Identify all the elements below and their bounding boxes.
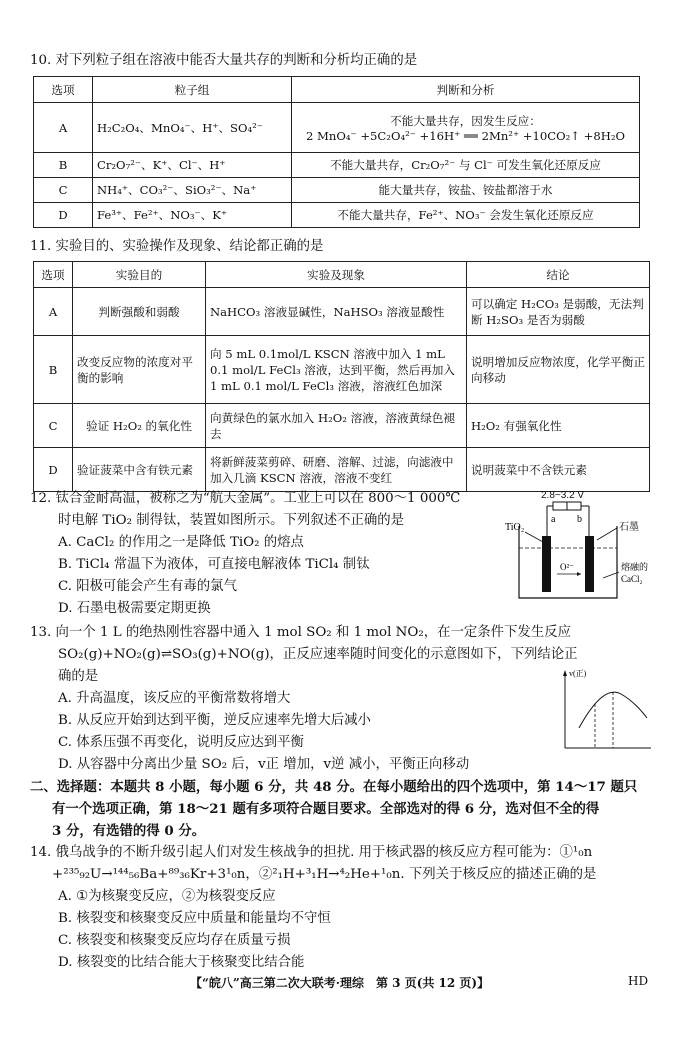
q10-row-c-analysis: 能大量共存，铵盐、铵盐都溶于水 bbox=[292, 178, 640, 203]
q12-option-c: C. 阳极可能会产生有毒的氯气 bbox=[58, 579, 237, 594]
terminal-a-label: a bbox=[551, 514, 556, 525]
q10-row-b-particles: Cr₂O₇²⁻、K⁺、Cl⁻、H⁺ bbox=[93, 153, 292, 178]
table-row bbox=[34, 103, 640, 153]
table-row bbox=[34, 336, 650, 404]
q12-option-a: A. CaCl₂ 的作用之一是降低 TiO₂ 的熔点 bbox=[58, 535, 304, 550]
q13-option-a: A. 升高温度，该反应的平衡常数将增大 bbox=[58, 691, 291, 706]
q12-option-b: B. TiCl₄ 常温下为液体，可直接电解液体 TiCl₄ 制钛 bbox=[58, 557, 370, 572]
q14-option-a: A. ①为核聚变反应，②为核裂变反应 bbox=[58, 889, 276, 904]
q10-row-a-analysis bbox=[292, 103, 640, 153]
rate-time-graph bbox=[555, 666, 655, 752]
graphite-label: 石墨 bbox=[619, 522, 639, 533]
q11-row-d-purpose: 验证菠菜中含有铁元素 bbox=[73, 448, 206, 492]
q11-row-c-purpose: 验证 H₂O₂ 的氧化性 bbox=[73, 404, 206, 448]
q10-row-d-analysis: 不能大量共存，Fe²⁺、NO₃⁻ 会发生氧化还原反应 bbox=[292, 203, 640, 228]
footer-code: HD bbox=[628, 974, 649, 988]
melt-label-1: 熔融的 bbox=[621, 562, 649, 572]
q11-row-a-experiment: NaHCO₃ 溶液显碱性，NaHSO₃ 溶液显酸性 bbox=[206, 288, 467, 336]
q11-header-conclusion: 结论 bbox=[467, 262, 650, 288]
q10-stem: 10. 对下列粒子组在溶液中能否大量共存的判断和分析均正确的是 bbox=[30, 53, 418, 68]
q11-stem: 11. 实验目的、实验操作及现象、结论都正确的是 bbox=[30, 239, 324, 254]
electrolysis-diagram bbox=[505, 486, 665, 604]
oxide-ion-label: O²⁻ bbox=[560, 562, 574, 572]
q11-row-c-option: C bbox=[34, 404, 73, 448]
q11-row-d-conclusion: 说明菠菜中不含铁元素 bbox=[467, 448, 650, 492]
q10-row-a-analysis-line2: 2 MnO₄⁻ +5C₂O₄²⁻ +16H⁺ ══ 2Mn²⁺ +10CO₂↑ +8H₂O bbox=[305, 128, 625, 143]
q13-option-c: C. 体系压强不再变化，说明反应达到平衡 bbox=[58, 735, 304, 750]
tio2-electrode bbox=[542, 536, 551, 592]
q11-row-b-experiment: 向 5 mL 0.1mol/L KSCN 溶液中加入 1 mL 0.1 mol/L FeCl₃ 溶液，达到平衡，然后再加入 1 mL 0.1 mol/L FeCl₃ 溶液，溶液红色加深 bbox=[206, 336, 467, 404]
q10-header-particles: 粒子组 bbox=[93, 77, 292, 103]
tio2-label: TiO₂ bbox=[505, 522, 525, 533]
q13-line2: SO₂(g)+NO₂(g)⇌SO₃(g)+NO(g)，正反应速率随时间变化的示意图如下，下列结论正 bbox=[58, 647, 578, 662]
table-row bbox=[34, 178, 640, 203]
q10-row-d-particles: Fe³⁺、Fe²⁺、NO₃⁻、K⁺ bbox=[93, 203, 292, 228]
q14-option-b: B. 核裂变和核聚变反应中质量和能量均不守恒 bbox=[58, 911, 331, 926]
q10-header-option: 选项 bbox=[34, 77, 93, 103]
section2-line2: 有一个选项正确，第 18～21 题有多项符合题目要求。全部选对的得 6 分，选对但不全的得 bbox=[52, 801, 600, 817]
q11-row-c-experiment: 向黄绿色的氯水加入 H₂O₂ 溶液，溶液黄绿色褪去 bbox=[206, 404, 467, 448]
q14-line2: +²³⁵₉₂U→¹⁴⁴₅₆Ba+⁸⁹₃₆Kr+3¹₀n，②²₁H+³₁H→⁴₂He+¹₀n. 下列关于核反应的描述正确的是 bbox=[52, 867, 597, 882]
q11-row-a-option: A bbox=[34, 288, 73, 336]
q10-row-a-particles: H₂C₂O₄、MnO₄⁻、H⁺、SO₄²⁻ bbox=[93, 103, 292, 153]
q13-line3: 确的是 bbox=[58, 669, 99, 684]
q11-row-b-conclusion: 说明增加反应物浓度，化学平衡正向移动 bbox=[467, 336, 650, 404]
melt-label-2: CaCl₂ bbox=[621, 574, 643, 584]
q11-row-c-conclusion: H₂O₂ 有强氧化性 bbox=[467, 404, 650, 448]
footer-text: 【“皖八”高三第二次大联考·理综 第 3 页(共 12 页)】 bbox=[190, 976, 490, 990]
q11-header-purpose: 实验目的 bbox=[73, 262, 206, 288]
q11-row-d-experiment: 将新鲜菠菜剪碎、研磨、溶解、过滤，向滤液中加入几滴 KSCN 溶液，溶液不变红 bbox=[206, 448, 467, 492]
q11-row-a-purpose: 判断强酸和弱酸 bbox=[73, 288, 206, 336]
q10-row-d-option: D bbox=[34, 203, 93, 228]
q14-line1: 14. 俄乌战争的不断升级引起人们对发生核战争的担扰. 用于核武器的核反应方程可能为：①¹₀n bbox=[30, 845, 593, 860]
q11-table bbox=[33, 261, 650, 492]
q10-row-b-analysis: 不能大量共存，Cr₂O₇²⁻ 与 Cl⁻ 可发生氧化还原反应 bbox=[292, 153, 640, 178]
q14-option-d: D. 核裂变的比结合能大于核聚变比结合能 bbox=[58, 955, 305, 970]
table-row bbox=[34, 203, 640, 228]
q10-row-b-option: B bbox=[34, 153, 93, 178]
q11-row-b-purpose: 改变反应物的浓度对平衡的影响 bbox=[73, 336, 206, 404]
q13-option-d: D. 从容器中分离出少量 SO₂ 后，v正 增加，v逆 减小，平衡正向移动 bbox=[58, 757, 470, 772]
q10-row-c-option: C bbox=[34, 178, 93, 203]
q10-header-analysis: 判断和分析 bbox=[292, 77, 640, 103]
voltage-label: 2.8~3.2 V bbox=[541, 490, 585, 501]
graphite-electrode bbox=[585, 536, 594, 592]
q14-option-c: C. 核裂变和核聚变反应均存在质量亏损 bbox=[58, 933, 291, 948]
section2-line1: 二、选择题：本题共 8 小题，每小题 6 分，共 48 分。在每小题给出的四个选项中，第 14～17 题只 bbox=[30, 779, 638, 795]
q11-row-b-option: B bbox=[34, 336, 73, 404]
q10-table bbox=[33, 76, 640, 228]
graph-y-label: v(正) bbox=[569, 669, 587, 678]
q10-row-c-particles: NH₄⁺、CO₃²⁻、SiO₃²⁻、Na⁺ bbox=[93, 178, 292, 203]
terminal-b-label: b bbox=[577, 514, 582, 525]
q13-option-b: B. 从反应开始到达到平衡，逆反应速率先增大后减小 bbox=[58, 713, 371, 728]
table-row bbox=[34, 404, 650, 448]
q10-row-a-option: A bbox=[34, 103, 93, 153]
table-row bbox=[34, 153, 640, 178]
q12-option-d: D. 石墨电极需要定期更换 bbox=[58, 601, 211, 616]
q11-header-experiment: 实验及现象 bbox=[206, 262, 467, 288]
table-row bbox=[34, 448, 650, 492]
q11-row-a-conclusion: 可以确定 H₂CO₃ 是弱酸，无法判断 H₂SO₃ 是否为弱酸 bbox=[467, 288, 650, 336]
q12-line2: 时电解 TiO₂ 制得钛，装置如图所示。下列叙述不正确的是 bbox=[58, 513, 405, 528]
q13-line1: 13. 向一个 1 L 的绝热刚性容器中通入 1 mol SO₂ 和 1 mol NO₂，在一定条件下发生反应 bbox=[30, 625, 571, 640]
section2-line3: 3 分，有选错的得 0 分。 bbox=[52, 823, 206, 839]
q10-row-a-analysis-line1: 不能大量共存，因发生反应： bbox=[390, 113, 541, 128]
table-row bbox=[34, 288, 650, 336]
q11-row-d-option: D bbox=[34, 448, 73, 492]
q12-line1: 12. 钛合金耐高温，被称之为“航天金属”。工业上可以在 800～1 000℃ bbox=[30, 491, 461, 506]
q11-header-option: 选项 bbox=[34, 262, 73, 288]
